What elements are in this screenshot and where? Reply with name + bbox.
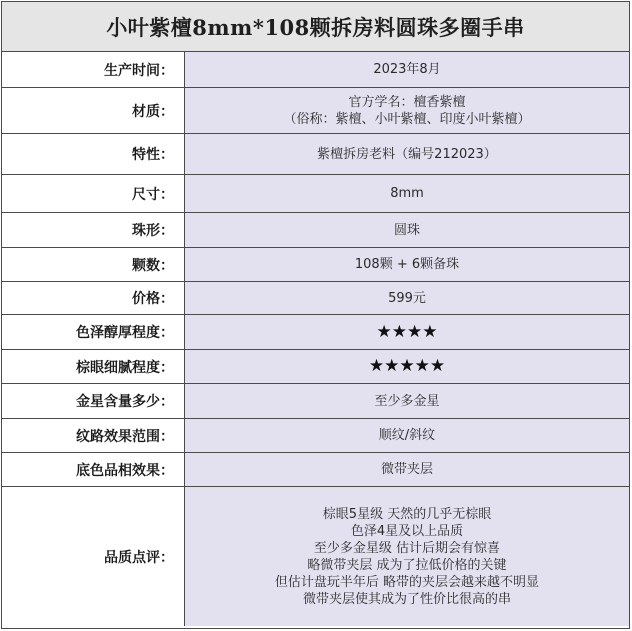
label-bead-count: 颗数： [2, 248, 185, 281]
row-quality-review [2, 487, 629, 626]
label-base-color: 底色品相效果： [2, 453, 185, 486]
row-price [2, 282, 629, 315]
table-title: 小叶紫檀8mm*108颗拆房料圆珠多圈手串 [2, 2, 629, 52]
row-production-time [2, 52, 629, 88]
label-size: 尺寸： [2, 175, 185, 212]
product-spec-table [1, 1, 630, 629]
review-line: 略微带夹层 成为了拉低价格的关键 [307, 557, 507, 573]
review-line: 但估计盘玩半年后 略带的夹层会越来越不明显 [274, 574, 540, 590]
label-production-time: 生产时间： [2, 52, 185, 87]
value-text: 顺纹/斜纹 [378, 428, 436, 443]
label-color-richness: 色泽醇厚程度： [2, 315, 185, 349]
row-grain-pattern [2, 419, 629, 453]
value-text: 108颗 + 6颗备珠 [354, 257, 460, 272]
label-feature: 特性： [2, 134, 185, 174]
label-gold-star-content: 金星含量多少： [2, 384, 185, 418]
value-pore-fineness [185, 350, 629, 383]
review-line: 色泽4星及以上品质 [350, 523, 464, 539]
value-text: 圆珠 [393, 222, 420, 238]
value-production-time [185, 52, 629, 87]
star-rating: ★★★★ [376, 321, 438, 342]
value-size [185, 175, 629, 212]
value-bead-count [185, 248, 629, 281]
label-pore-fineness: 棕眼细腻程度： [2, 350, 185, 383]
row-feature [2, 134, 629, 175]
label-bead-shape: 珠形： [2, 213, 185, 247]
value-text: 官方学名：檀香紫檀 [348, 94, 466, 110]
label-material: 材质： [2, 88, 185, 133]
label-quality-review: 品质点评： [2, 487, 185, 626]
value-gold-star-content [185, 384, 629, 418]
value-base-color [185, 453, 629, 486]
value-text: 599元 [388, 290, 426, 306]
value-feature [185, 134, 629, 174]
row-color-richness [2, 315, 629, 350]
value-text: 2023年8月 [373, 62, 441, 77]
review-line: 微带夹层使其成为了性价比很高的串 [302, 591, 511, 607]
value-grain-pattern [185, 419, 629, 452]
value-text: 紫檀拆房老料（编号212023） [317, 146, 497, 162]
value-price [185, 282, 629, 314]
row-base-color [2, 453, 629, 487]
label-price: 价格： [2, 282, 185, 314]
review-line: 至少多金星级 估计后期会有惊喜 [313, 540, 501, 556]
value-bead-shape [185, 213, 629, 247]
value-material [185, 88, 629, 133]
row-bead-count [2, 248, 629, 282]
value-text: 8mm [390, 186, 424, 201]
row-material [2, 88, 629, 134]
review-line: 棕眼5星级 天然的几乎无棕眼 [322, 506, 492, 522]
value-text: 微带夹层 [380, 462, 433, 477]
value-text: （俗称：紫檀、小叶紫檀、印度小叶紫檀） [283, 111, 531, 127]
row-size [2, 175, 629, 213]
value-quality-review [185, 487, 629, 626]
row-bead-shape [2, 213, 629, 248]
star-rating: ★★★★★ [368, 356, 446, 376]
row-gold-star-content [2, 384, 629, 419]
value-color-richness [185, 315, 629, 349]
value-text: 至少多金星 [374, 393, 440, 409]
row-pore-fineness [2, 350, 629, 384]
label-grain-pattern: 纹路效果范围： [2, 419, 185, 452]
